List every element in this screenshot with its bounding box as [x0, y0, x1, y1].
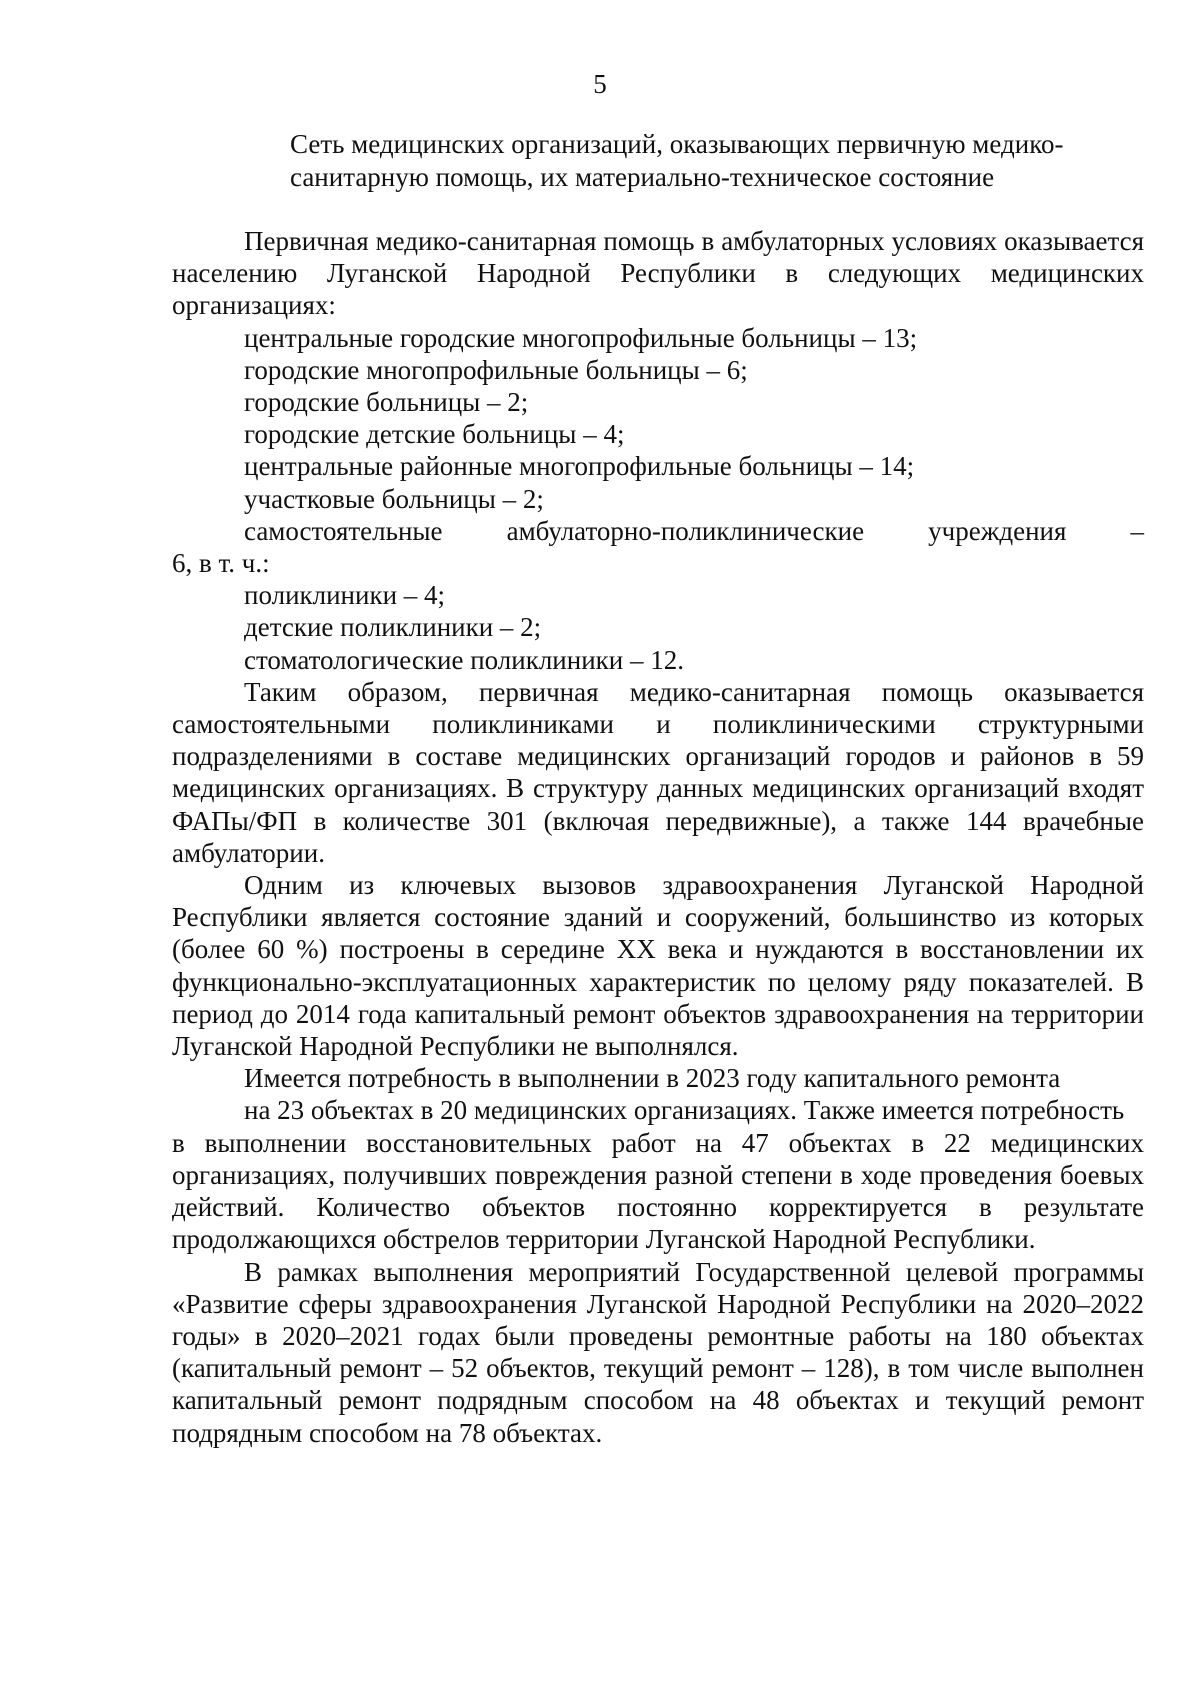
list-item: центральные районные многопрофильные больницы – 14; — [244, 451, 915, 482]
list-item-long-line-2: 6, в т. ч.: — [172, 548, 270, 579]
program-paragraph: В рамках выполнения мероприятий Государственной целевой программы «Развитие сферы здравоохранения Луганской Народной Республики на 2020–2022 годы» в 2020–2021 годах были проведены ремонтные работы на 180 объектах (капитальный ремонт – 52 объектов, текущий ремонт – 128), в том числе выполнен капитальный ремонт подрядным способом на 48 объектах и текущий ремонт подрядным способом на 78 объектах. — [172, 1256, 1144, 1448]
list-item: городские больницы – 2; — [244, 387, 529, 418]
heading-line-1: Сеть медицинских организаций, оказывающих первичную медико- — [290, 129, 1064, 159]
sublist-item: стоматологические поликлиники – 12. — [244, 644, 684, 675]
document-body — [172, 225, 1144, 1449]
summary-paragraph: Таким образом, первичная медико-санитарная помощь оказывается самостоятельными поликлиниками и поликлиническими структурными подразделениями в составе медицинских организаций городов и районов в 59 медицинских организациях. В структуру данных медицинских организаций входят ФАПы/ФП в количестве 301 (включая передвижные), а также 144 врачебные амбулатории. — [172, 676, 1144, 868]
sublist-item: детские поликлиники – 2; — [244, 612, 542, 643]
need-paragraph-line-3: в выполнении восстановительных работ на 47 объектах в 22 медицинских организациях, получивших повреждения разной степени в ходе проведения боевых действий. Количество объектов постоянно корректируется в результате продолжающихся обстрелов территории Луганской Народной Республики. — [172, 1127, 1144, 1255]
list-item: центральные городские многопрофильные больницы – 13; — [244, 322, 918, 353]
intro-paragraph: Первичная медико-санитарная помощь в амбулаторных условиях оказывается населению Луганской Народной Республики в следующих медицинских организациях: — [172, 226, 1144, 321]
sublist-item: поликлиники – 4; — [244, 580, 446, 611]
heading-line-2: санитарную помощь, их материально-техническое состояние — [290, 162, 995, 192]
section-heading — [290, 128, 1090, 194]
page-number: 5 — [593, 69, 607, 99]
list-item: городские многопрофильные больницы – 6; — [244, 354, 748, 385]
list-item-long-line-1: самостоятельные амбулаторно-поликлинические учреждения – — [244, 515, 1144, 546]
need-paragraph-line-1: Имеется потребность в выполнении в 2023 году капитального ремонта — [244, 1063, 1061, 1094]
need-paragraph-line-2: на 23 объектах в 20 медицинских организациях. Также имеется потребность — [244, 1095, 1125, 1126]
list-item: городские детские больницы – 4; — [244, 419, 625, 450]
challenge-paragraph: Одним из ключевых вызовов здравоохранения Луганской Народной Республики является состояние зданий и сооружений, большинство из которых (более 60 %) построены в середине XX века и нуждаются в восстановлении их функционально-эксплуатационных характеристик по целому ряду показателей. В период до 2014 года капитальный ремонт объектов здравоохранения на территории Луганской Народной Республики не выполнялся. — [172, 870, 1144, 1062]
list-item: участковые больницы – 2; — [244, 483, 544, 514]
